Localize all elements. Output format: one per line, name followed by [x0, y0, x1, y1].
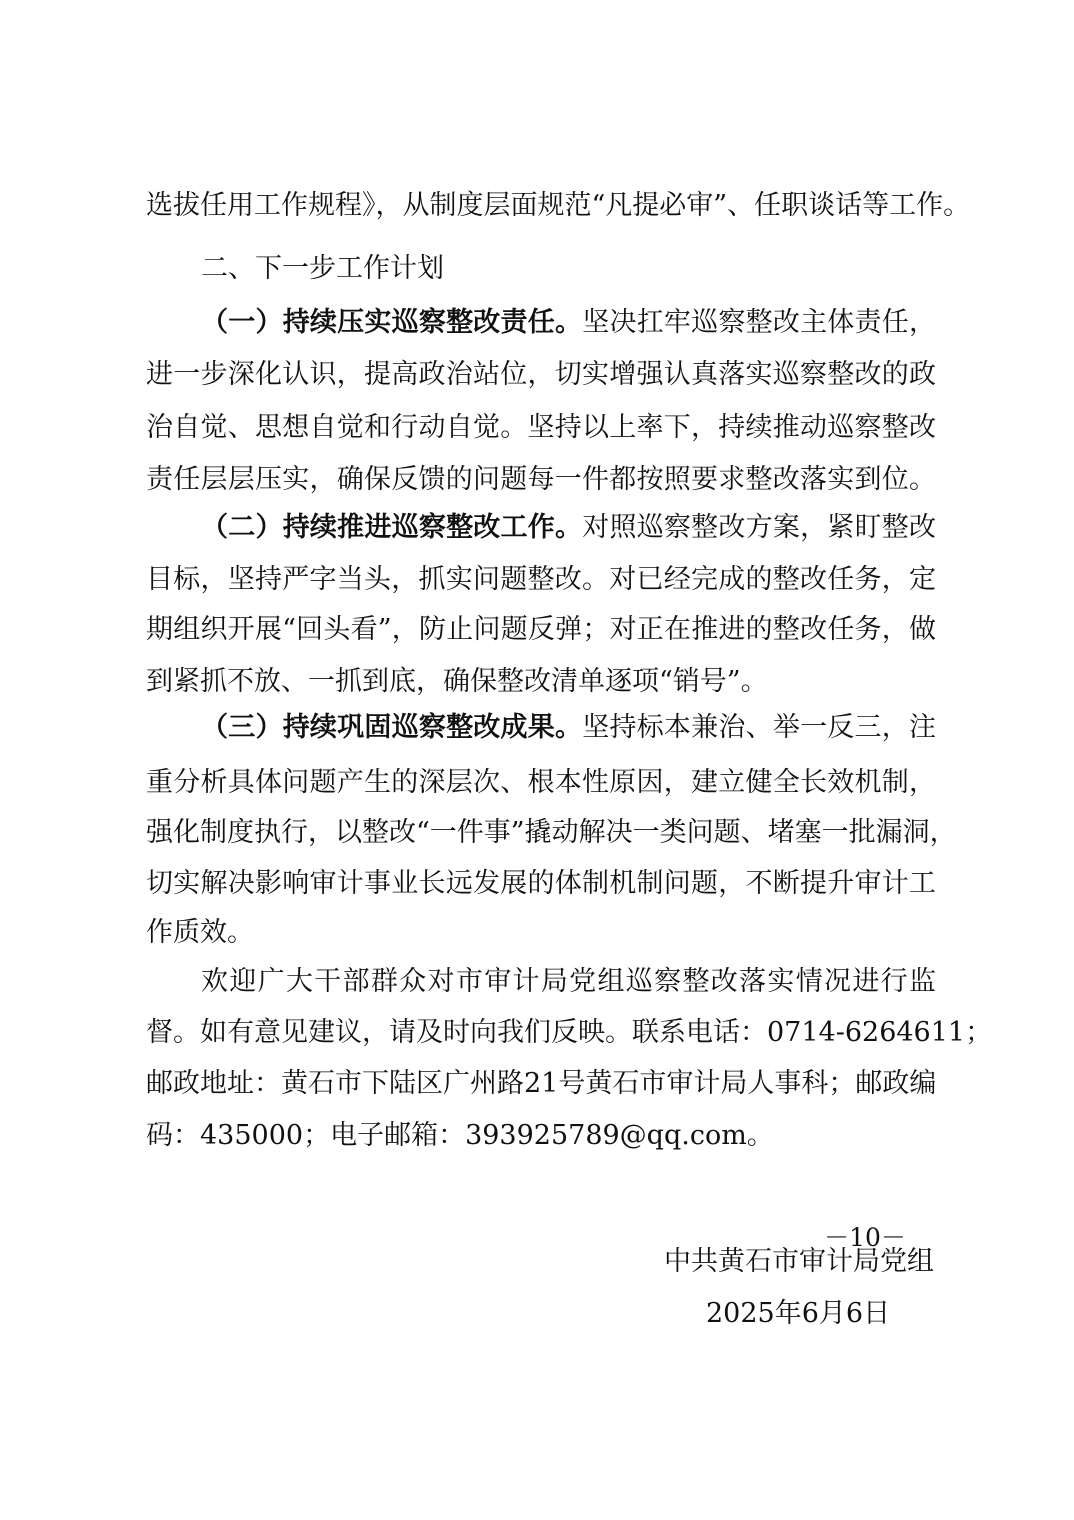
item-2-line: 期组织开展“回头看”，防止问题反弹；对正在推进的整改任务，做 — [146, 614, 936, 645]
intro-continuation: 选拔任用工作规程》，从制度层面规范“凡提必审”、任职谈话等工作。 — [146, 190, 971, 221]
item-1-line: 治自觉、思想自觉和行动自觉。坚持以上率下，持续推动巡察整改 — [146, 412, 936, 443]
item-3-first-line — [201, 710, 936, 746]
item-3-first-line-rest: 坚持标本兼治、举一反三，注 — [582, 712, 937, 743]
item-3-line: 重分析具体问题产生的深层次、根本性原因，建立健全长效机制， — [146, 767, 936, 798]
item-2-first-line — [201, 510, 936, 546]
item-2-first-line-rest: 对照巡察整改方案，紧盯整改 — [582, 512, 937, 543]
item-1-lead: （一）持续压实巡察整改责任。 — [201, 307, 583, 338]
item-1-line: 责任层层压实，确保反馈的问题每一件都按照要求整改落实到位。 — [146, 464, 936, 495]
item-3-line: 强化制度执行，以整改“一件事”撬动解决一类问题、堵塞一批漏洞， — [146, 817, 957, 848]
contact-line: 督。如有意见建议，请及时向我们反映。联系电话：0714-6264611； — [146, 1017, 993, 1048]
item-1-first-line-rest: 坚决扛牢巡察整改主体责任， — [582, 307, 937, 338]
signature-date: 2025年6月6日 — [706, 1298, 891, 1329]
item-3-line: 作质效。 — [146, 917, 254, 948]
item-3-line: 切实解决影响审计事业长远发展的体制机制问题，不断提升审计工 — [146, 868, 936, 899]
item-1-line: 进一步深化认识，提高政治站位，切实增强认真落实巡察整改的政 — [146, 359, 936, 390]
signature-organization: 中共黄石市审计局党组 — [664, 1246, 934, 1277]
item-3-lead: （三）持续巩固巡察整改成果。 — [201, 712, 583, 743]
item-1-first-line — [201, 305, 936, 341]
page-number: －10－ — [824, 1223, 906, 1252]
item-2-line: 到紧抓不放、一抓到底，确保整改清单逐项“销号”。 — [146, 666, 768, 697]
contact-line: 邮政地址：黄石市下陆区广州路21号黄石市审计局人事科；邮政编 — [146, 1068, 937, 1099]
item-2-lead: （二）持续推进巡察整改工作。 — [201, 512, 583, 543]
contact-line: 码：435000；电子邮箱：393925789@qq.com。 — [146, 1120, 774, 1151]
item-2-line: 目标，坚持严字当头，抓实问题整改。对已经完成的整改任务，定 — [146, 564, 936, 595]
contact-first-line: 欢迎广大干部群众对市审计局党组巡察整改落实情况进行监 — [201, 966, 936, 997]
section-heading: 二、下一步工作计划 — [201, 253, 444, 284]
